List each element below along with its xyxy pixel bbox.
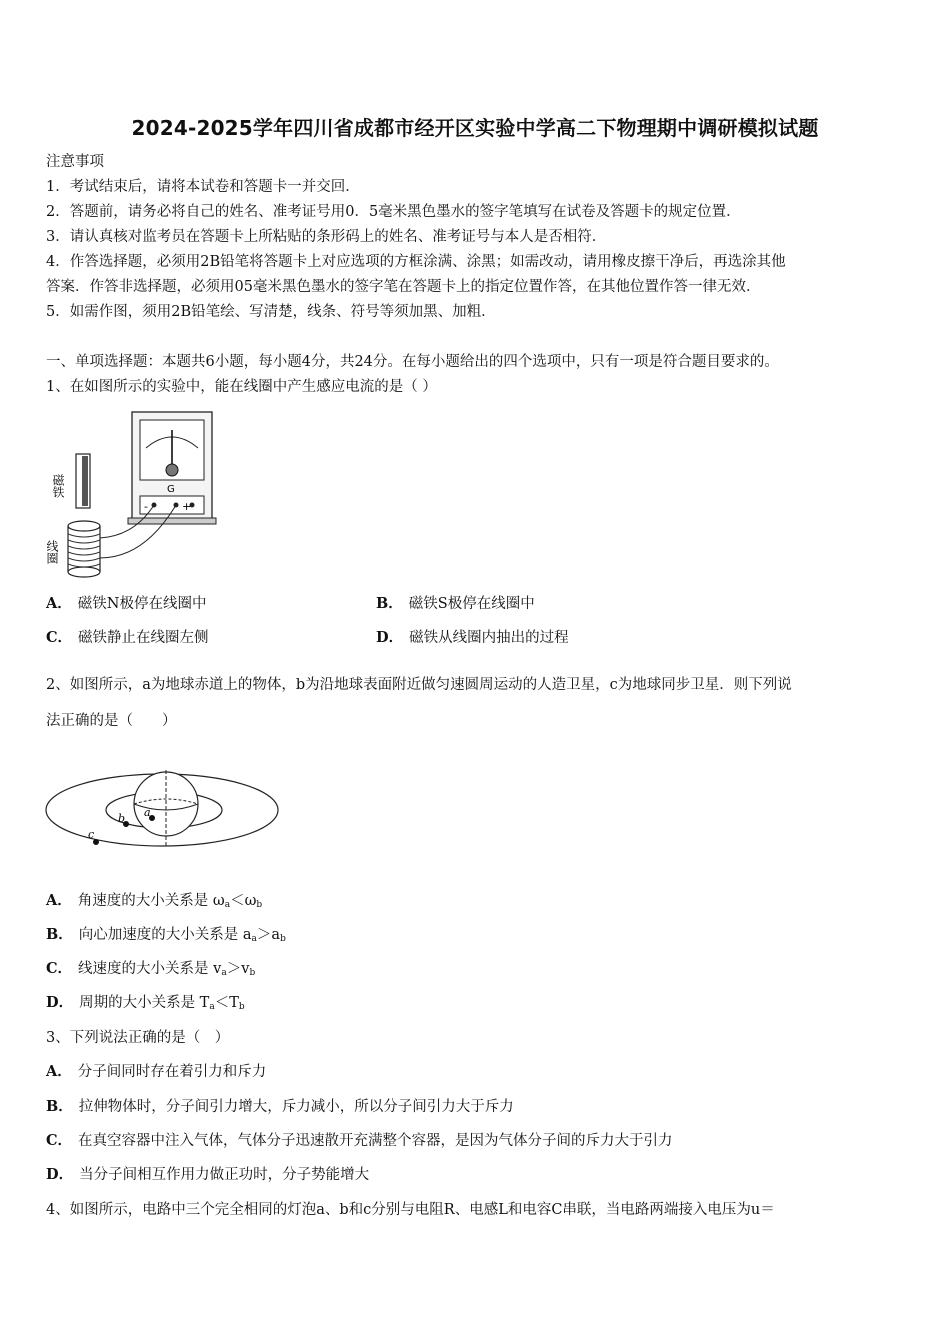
q2-option-d-sub2: b — [238, 1002, 245, 1012]
magnet-dark-side — [82, 456, 88, 506]
q2-stem-line2: 法正确的是（ ） — [46, 713, 177, 729]
q1-option-d-letter: D． — [376, 629, 404, 646]
q1-stem: 1、在如图所示的实验中，能在线圈中产生感应电流的是（ ） — [46, 379, 437, 395]
q3-stem: 3、下列说法正确的是（ ） — [46, 1030, 230, 1046]
notice-item-3: 3．请认真核对监考员在答题卡上所粘贴的条形码上的姓名、准考证号与本人是否相符． — [46, 229, 607, 245]
magnet-label: 磁铁 — [51, 474, 65, 498]
q2-option-a-letter: A． — [46, 892, 72, 909]
q1-option-d[interactable] — [376, 628, 569, 648]
q3-option-d-letter: D． — [46, 1166, 74, 1183]
q1-option-d-text: 磁铁从线圈内抽出的过程 — [409, 630, 569, 646]
q2-option-c-mid: ＞v — [226, 961, 250, 977]
q3-option-d[interactable] — [46, 1165, 369, 1185]
q3-option-d-text: 当分子间相互作用力做正功时，分子势能增大 — [79, 1167, 370, 1183]
q3-option-b-letter: B． — [46, 1098, 73, 1115]
q2-option-d[interactable] — [46, 993, 245, 1017]
q2-option-b-mid: ＞a — [256, 927, 281, 943]
galvanometer-g-label: G — [167, 484, 175, 495]
q2-option-a-sub2: b — [256, 900, 263, 910]
q2-option-b-sub2: b — [280, 934, 286, 944]
q3-option-b[interactable] — [46, 1097, 514, 1117]
q2-option-d-text: 周期的大小关系是 T — [79, 995, 210, 1011]
q4-stem: 4、如图所示，电路中三个完全相同的灯泡a、b和c分别与电阻R、电感L和电容C串联，当电路两端接入电压为u＝ — [46, 1202, 775, 1218]
q1-option-a-letter: A． — [46, 595, 72, 612]
q1-option-c-letter: C． — [46, 629, 73, 646]
q2-option-a[interactable] — [46, 891, 262, 915]
terminal-minus-label: - — [144, 500, 148, 513]
q1-figure — [44, 408, 234, 586]
coil-bottom — [68, 567, 100, 577]
q2-option-a-mid: ＜ω — [230, 893, 257, 909]
q2-option-d-mid: ＜T — [214, 995, 239, 1011]
q1-option-b-text: 磁铁S极停在线圈中 — [408, 596, 535, 612]
notice-item-1: 1．考试结束后，请将本试卷和答题卡一并交回． — [46, 179, 360, 195]
q2-option-a-sub1: a — [224, 900, 231, 910]
q2-stem-line1: 2、如图所示，a为地球赤道上的物体，b为沿地球表面附近做匀速圆周运动的人造卫星，c为地球同步卫星．则下列说 — [46, 677, 792, 693]
q2-option-d-sub1: a — [209, 1002, 215, 1012]
notice-item-4-cont: 答案．作答非选择题，必须用05毫米黑色墨水的签字笔在答题卡上的指定位置作答，在其他位置作答一律无效． — [46, 279, 761, 295]
q2-option-b-sub1: a — [251, 934, 257, 944]
coil-top — [68, 521, 100, 531]
notice-item-2: 2．答题前，请务必将自己的姓名、准考证号用0．5毫米黑色墨水的签字笔填写在试卷及答题卡的规定位置． — [46, 204, 741, 220]
q1-option-b-letter: B． — [376, 595, 403, 612]
page-title: 2024-2025学年四川省成都市经开区实验中学高二下物理期中调研模拟试题 — [131, 116, 819, 140]
notice-item-5: 5．如需作图，须用2B铅笔绘、写清楚，线条、符号等须加黑、加粗． — [46, 304, 496, 320]
q2-figure — [44, 768, 284, 868]
notice-item-4: 4．作答选择题，必须用2B铅笔将答题卡上对应选项的方框涂满、涂黑；如需改动，请用橡皮擦干净后，再选涂其他 — [46, 254, 786, 270]
label-a: a — [144, 806, 151, 819]
q1-option-c-text: 磁铁静止在线圈左侧 — [78, 630, 209, 646]
q2-option-b[interactable] — [46, 925, 286, 949]
q2-option-c-text: 线速度的大小关系是 v — [78, 961, 222, 977]
q2-option-c[interactable] — [46, 959, 255, 983]
q2-option-b-letter: B． — [46, 926, 73, 943]
q2-option-c-sub2: b — [249, 968, 256, 978]
q3-option-c-letter: C． — [46, 1132, 73, 1149]
q3-option-c-text: 在真空容器中注入气体，气体分子迅速散开充满整个容器，是因为气体分子间的斥力大于引力 — [78, 1133, 673, 1149]
label-b: b — [118, 812, 126, 825]
q1-option-a[interactable] — [46, 594, 206, 614]
q3-option-a[interactable] — [46, 1062, 266, 1082]
q3-option-a-letter: A． — [46, 1063, 72, 1080]
terminal-plus-label: + — [182, 500, 192, 513]
notice-heading: 注意事项 — [46, 154, 104, 170]
section-heading: 一、单项选择题：本题共6小题，每小题4分，共24分。在每小题给出的四个选项中，只有一项是符合题目要求的。 — [46, 354, 779, 370]
q2-option-a-text: 角速度的大小关系是 ω — [77, 893, 225, 909]
galvanometer-pivot — [166, 464, 178, 476]
q2-option-b-text: 向心加速度的大小关系是 a — [78, 927, 252, 943]
coil-label: 线圈 — [45, 540, 59, 564]
q2-option-c-letter: C． — [46, 960, 73, 977]
q3-option-c[interactable] — [46, 1131, 673, 1151]
coil-windings — [68, 534, 100, 567]
q2-option-d-letter: D． — [46, 994, 74, 1011]
q2-option-c-sub1: a — [221, 968, 227, 978]
q1-option-a-text: 磁铁N极停在线圈中 — [77, 596, 207, 612]
label-c: c — [88, 828, 95, 841]
q1-option-c[interactable] — [46, 628, 209, 648]
q3-option-a-text: 分子间同时存在着引力和斥力 — [77, 1064, 267, 1080]
q1-option-b[interactable] — [376, 594, 535, 614]
q3-option-b-text: 拉伸物体时，分子间引力增大，斥力减小，所以分子间引力大于斥力 — [78, 1099, 514, 1115]
